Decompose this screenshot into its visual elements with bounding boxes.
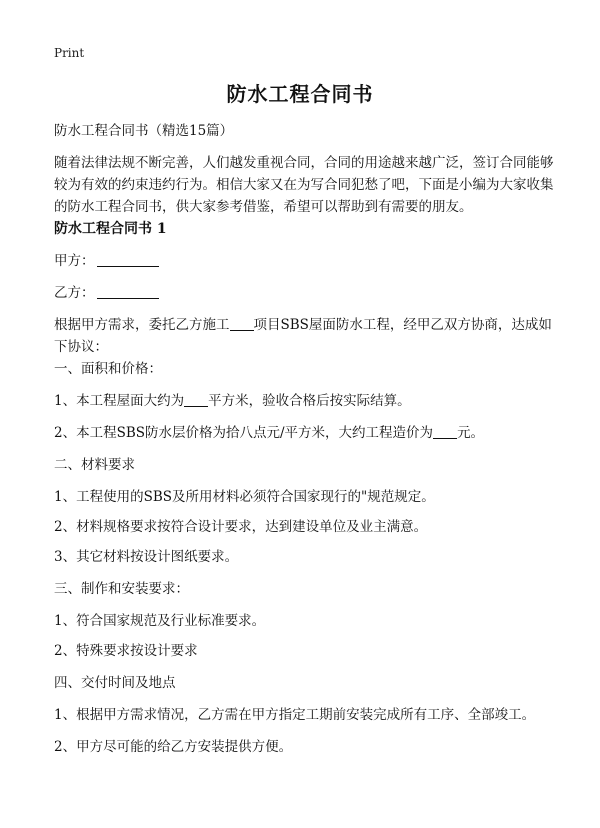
section-4-title: 四、交付时间及地点 bbox=[54, 675, 176, 691]
party-b-line bbox=[54, 282, 554, 304]
section-3-title: 三、制作和安装要求： bbox=[54, 581, 189, 597]
section-2-item-3: 3、其它材料按设计图纸要求。 bbox=[54, 549, 239, 565]
area-blank bbox=[184, 392, 208, 407]
party-b-label: 乙方： bbox=[54, 285, 95, 301]
cost-blank bbox=[433, 424, 457, 439]
project-blank bbox=[230, 316, 254, 331]
section-3-item-2: 2、特殊要求按设计要求 bbox=[54, 643, 198, 659]
party-a-blank bbox=[97, 252, 159, 267]
intro-paragraph: 随着法律法规不断完善，人们越发重视合同，合同的用途越来越广泛，签订合同能够较为有效的约束违约行为。相信大家又在为写合同犯愁了吧，下面是小编为大家收集的防水工程合同书，供大家参考借鉴，希望可以帮助到有需要的朋友。 bbox=[54, 155, 554, 215]
page-title: 防水工程合同书 bbox=[226, 82, 374, 106]
s1-item1-text-b: 平方米，验收合格后按实际结算。 bbox=[208, 393, 411, 409]
s1-item1-text-a: 1、本工程屋面大约为 bbox=[54, 393, 185, 409]
section-2-item-1: 1、工程使用的SBS及所用材料必须符合国家现行的"规范规定。 bbox=[54, 489, 435, 505]
party-b-blank bbox=[97, 284, 159, 299]
party-a-label: 甲方： bbox=[54, 253, 95, 269]
section-1-title: 一、面积和价格： bbox=[54, 361, 162, 377]
section-4-item-2: 2、甲方尽可能的给乙方安装提供方便。 bbox=[54, 739, 293, 755]
section-3-item-1: 1、符合国家规范及行业标准要求。 bbox=[54, 613, 266, 629]
agreement-paragraph bbox=[54, 314, 554, 358]
section-heading: 防水工程合同书 1 bbox=[54, 221, 167, 237]
section-1-item-1 bbox=[54, 390, 554, 412]
subtitle: 防水工程合同书（精选15篇） bbox=[54, 123, 234, 139]
section-4-item-1: 1、根据甲方需求情况，乙方需在甲方指定工期前安装完成所有工序、全部竣工。 bbox=[54, 707, 536, 723]
section-1-item-2 bbox=[54, 422, 554, 444]
section-2-title: 二、材料要求 bbox=[54, 457, 135, 473]
print-link[interactable]: Print bbox=[54, 46, 85, 60]
party-a-line bbox=[54, 250, 554, 272]
agreement-text-2: 项目SBS屋面防水工程，经甲乙双方协商，达成如下协议： bbox=[54, 317, 552, 355]
agreement-text-1: 根据甲方需求，委托乙方施工 bbox=[54, 317, 230, 333]
s1-item2-text-a: 2、本工程SBS防水层价格为拾八点元/平方米，大约工程造价为 bbox=[54, 425, 434, 441]
s1-item2-text-b: 元。 bbox=[457, 425, 485, 441]
section-2-item-2: 2、材料规格要求按符合设计要求，达到建设单位及业主满意。 bbox=[54, 519, 428, 535]
